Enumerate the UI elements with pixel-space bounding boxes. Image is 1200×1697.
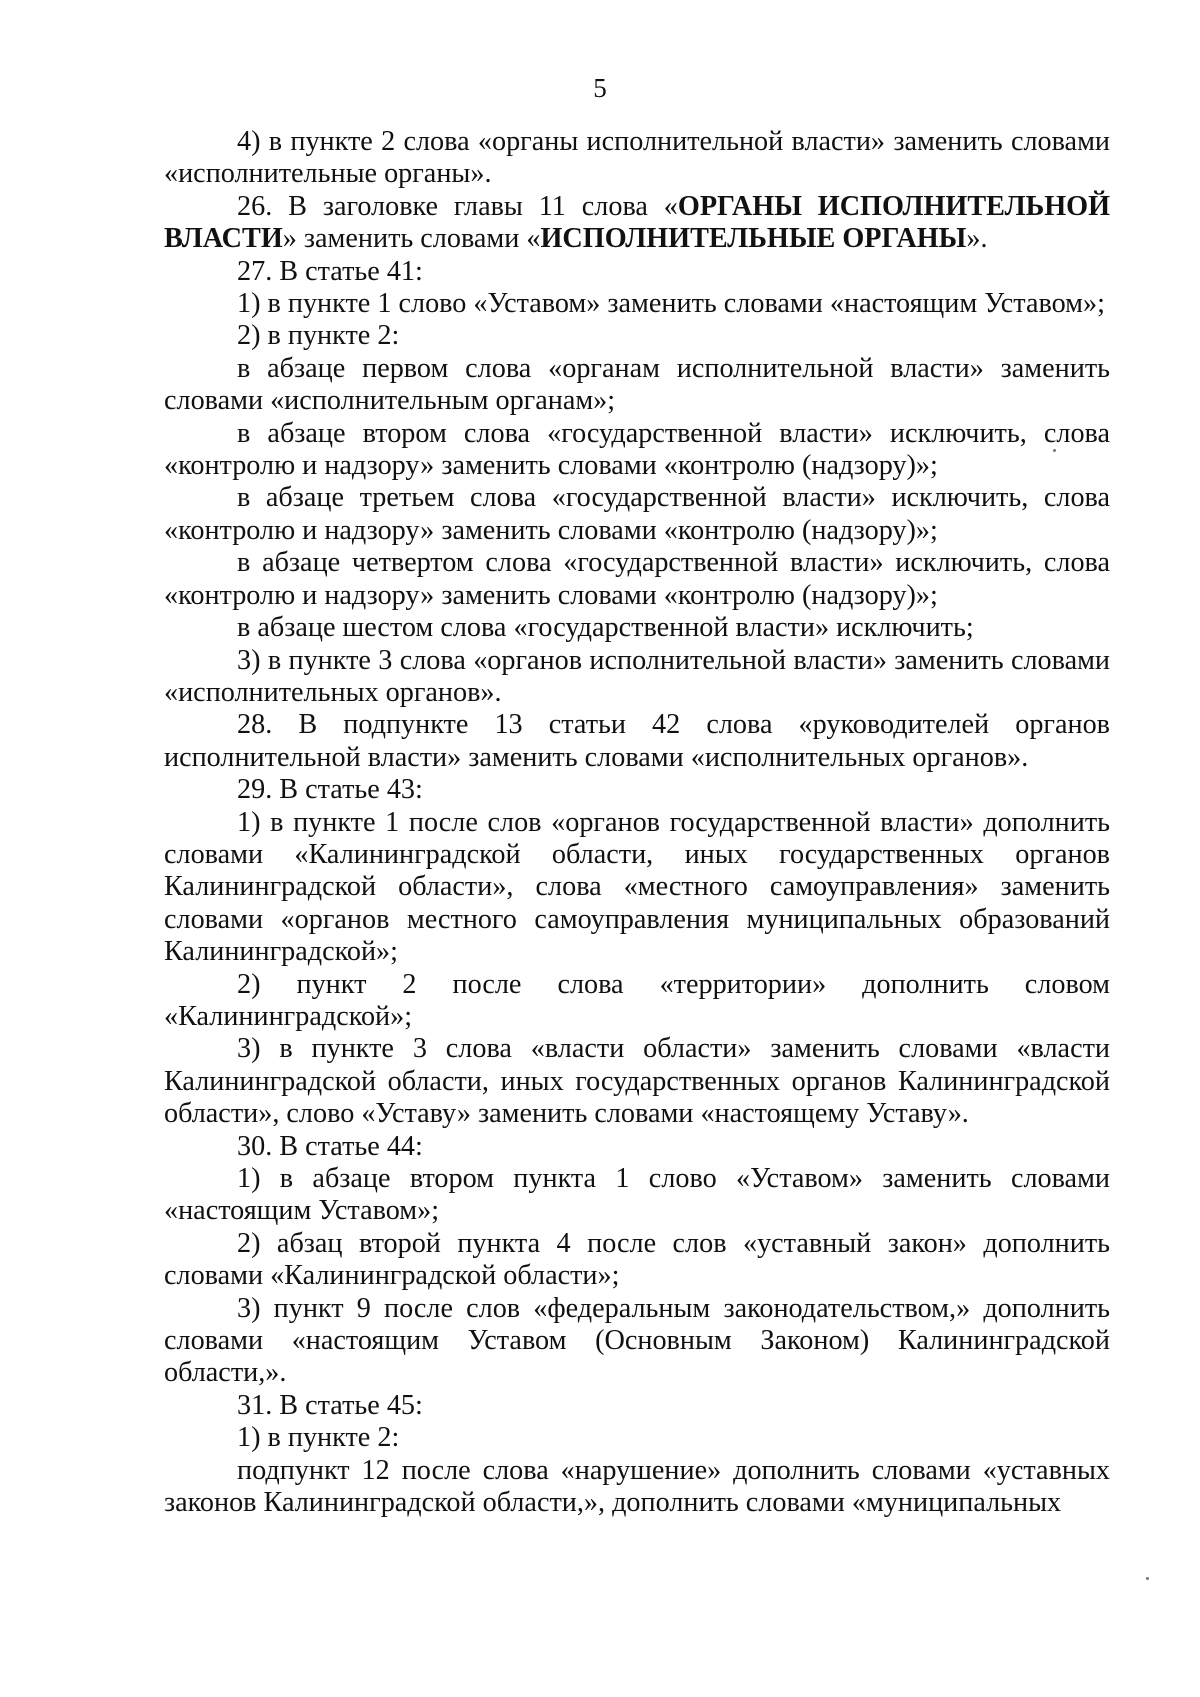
scan-speck (1053, 449, 1056, 452)
paragraph: 31. В статье 45: (237, 1389, 423, 1421)
page-number: 5 (593, 73, 607, 103)
paragraph: 1) в абзаце втором пункта 1 слово «Уставом» заменить словами «настоящим Уставом»; (164, 1163, 1110, 1227)
paragraph: 3) в пункте 3 слова «органов исполнительной власти» заменить словами «исполнительных органов». (164, 644, 1110, 708)
paragraph: 2) в пункте 2: (237, 320, 400, 352)
paragraph: 29. В статье 43: (237, 774, 423, 806)
paragraph: 28. В подпункте 13 статьи 42 слова «руководителей органов исполнительной власти» заменить словами «исполнительных органов». (164, 709, 1110, 773)
paragraph: 27. В статье 41: (237, 255, 423, 287)
paragraph: в абзаце третьем слова «государственной власти» исключить, слова «контролю и надзору» заменить словами «контролю (надзору)»; (164, 482, 1110, 546)
text-fragment: 26. В заголовке главы 11 слова « (237, 190, 678, 222)
text-fragment: ». (966, 223, 988, 255)
paragraph: 4) в пункте 2 слова «органы исполнительной власти» заменить словами «исполнительные органы». (164, 126, 1110, 190)
text-fragment: » заменить словами « (282, 223, 541, 255)
paragraph: 30. В статье 44: (237, 1130, 423, 1162)
paragraph: в абзаце первом слова «органам исполнительной власти» заменить словами «исполнительным органам»; (164, 352, 1110, 417)
paragraph: 2) пункт 2 после слова «территории» дополнить словом «Калининградской»; (164, 968, 1110, 1032)
paragraph: 3) в пункте 3 слова «власти области» заменить словами «власти Калининградской области, иных государственных органов Калининградской области», слово «Уставу» заменить словами «настоящему Уставу». (164, 1033, 1110, 1130)
paragraph: 1) в пункте 2: (237, 1422, 400, 1454)
paragraph: 1) в пункте 1 слово «Уставом» заменить словами «настоящим Уставом»; (237, 288, 1105, 320)
paragraph: 3) пункт 9 после слов «федеральным законодательством,» дополнить словами «настоящим Уставом (Основным Законом) Калининградской области,». (164, 1292, 1110, 1389)
paragraph: 2) абзац второй пункта 4 после слов «уставный закон» дополнить словами «Калининградской области»; (164, 1227, 1110, 1292)
bold-new-title: ИСПОЛНИТЕЛЬНЫЕ ОРГАНЫ (540, 223, 967, 255)
paragraph: 1) в пункте 1 после слов «органов государственной власти» дополнить словами «Калининградской области, иных государственных органов Калининградской области», слова «местного самоуправления» заменить словами «органов местного самоуправления муниципальных образований Калининградской»; (164, 806, 1110, 968)
bold-old-title: ОРГАНЫ ИСПОЛНИТЕЛЬНОЙ ВЛАСТИ (164, 190, 1110, 255)
paragraph: в абзаце шестом слова «государственной власти» исключить; (237, 612, 974, 644)
paragraph: в абзаце четвертом слова «государственной власти» исключить, слова «контролю и надзору» заменить словами «контролю (надзору)»; (164, 547, 1110, 611)
scan-speck (1146, 1577, 1149, 1580)
paragraph: подпункт 12 после слова «нарушение» дополнить словами «уставных законов Калининградской области,», дополнить словами «муниципальных (164, 1454, 1110, 1519)
paragraph: в абзаце втором слова «государственной власти» исключить, слова «контролю и надзору» заменить словами «контролю (надзору)»; (164, 417, 1110, 482)
document-body (164, 126, 1110, 1519)
paragraph-chapter-title-amendment (164, 191, 1110, 256)
